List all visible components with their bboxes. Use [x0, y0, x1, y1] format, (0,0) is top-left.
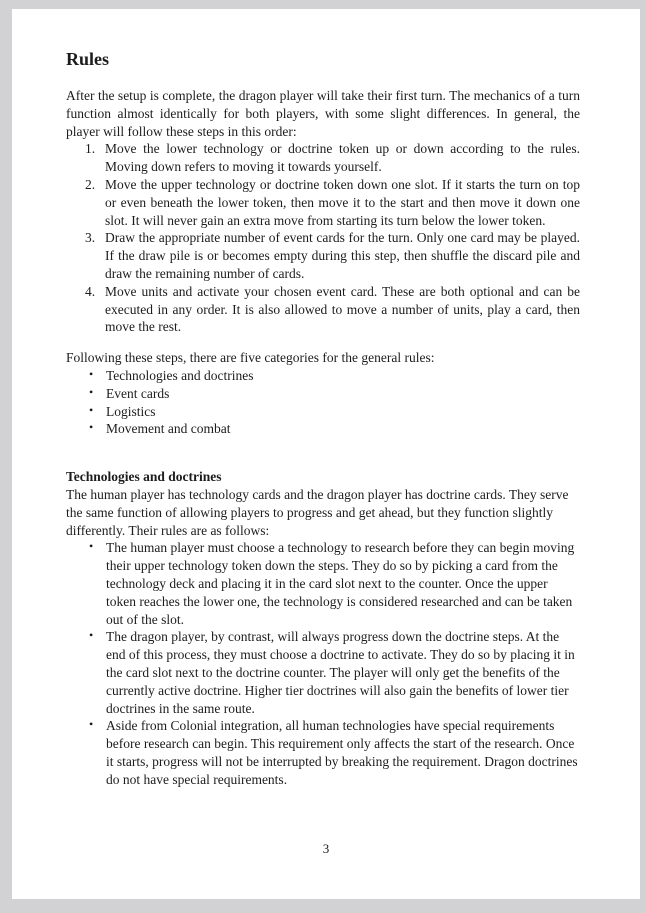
category-text: Event cards	[106, 385, 170, 401]
categories-intro: Following these steps, there are five categories for the general rules:	[66, 350, 435, 366]
document-content	[66, 49, 580, 788]
turn-step-item	[66, 283, 580, 336]
turn-steps-list	[66, 140, 580, 336]
section-rules-list	[66, 539, 580, 788]
bullet-icon: •	[89, 366, 94, 381]
category-item	[66, 367, 580, 385]
category-item	[66, 420, 580, 438]
list-number: 2.	[85, 176, 96, 192]
rule-text: The human player must choose a technology to research before they can begin moving their upper technology token down the steps. They do so by picking a card from the technology deck and placing it in the card slot next to the counter. Once the upper token reaches the lower one, the technology is considered researched and can be taken out of the slot.	[106, 540, 575, 627]
category-text: Movement and combat	[106, 421, 231, 437]
list-number: 4.	[85, 283, 96, 299]
page-number: 3	[322, 841, 330, 856]
bullet-icon: •	[89, 539, 94, 554]
rule-text: The dragon player, by contrast, will always progress down the doctrine steps. At the end of this process, they must choose a doctrine to activate. They do so by placing it in the card slot next to the doctrine counter. The player will only get the benefits of the currently active doctrine. Higher tier doctrines will also gain the benefits of lower tier doctrines in the same route.	[106, 629, 575, 716]
rule-item	[66, 628, 580, 717]
turn-step-item	[66, 229, 580, 282]
bullet-icon: •	[89, 717, 94, 732]
turn-step-text: Move units and activate your chosen event card. These are both optional and can be executed in any order. It is also allowed to move a number of units, play a card, then move the rest.	[105, 283, 580, 335]
bullet-icon: •	[89, 402, 94, 417]
turn-step-item	[66, 176, 580, 229]
categories-list	[66, 367, 580, 438]
rule-text: Aside from Colonial integration, all human technologies have special requirements before research can begin. This requirement only affects the start of the research. Once it starts, progress will not be interrupted by breaking the requirement. Dragon doctrines do not have special requirements.	[106, 718, 578, 787]
bullet-icon: •	[89, 420, 94, 435]
document-page	[12, 9, 640, 899]
bullet-icon: •	[89, 384, 94, 399]
rule-item	[66, 539, 580, 628]
section-paragraph: The human player has technology cards and the dragon player has doctrine cards. They serve the same function of allowing players to progress and get ahead, but they function slightly differently. Their rules are as follows:	[66, 486, 569, 538]
page-title: Rules	[66, 49, 110, 69]
list-number: 1.	[85, 141, 96, 157]
list-number: 3.	[85, 230, 96, 246]
turn-step-text: Draw the appropriate number of event cards for the turn. Only one card may be played. If the draw pile is or becomes empty during this step, then shuffle the discard pile and draw the remaining number of cards.	[105, 230, 580, 281]
bullet-icon: •	[89, 628, 94, 643]
category-text: Logistics	[106, 403, 156, 419]
turn-step-item	[66, 140, 580, 176]
section-heading: Technologies and doctrines	[66, 469, 222, 485]
intro-paragraph: After the setup is complete, the dragon player will take their first turn. The mechanics of a turn function almost identically for both players, with some slight differences. In general, the player will follow these steps in this order:	[66, 88, 580, 139]
rule-item	[66, 717, 580, 788]
turn-step-text: Move the upper technology or doctrine token down one slot. If it starts the turn on top or even beneath the lower token, then move it to the start and then move it down one slot. It will never gain an extra move from starting its turn below the lower token.	[105, 176, 580, 228]
category-item	[66, 385, 580, 403]
category-text: Technologies and doctrines	[106, 367, 254, 383]
category-item	[66, 403, 580, 421]
turn-step-text: Move the lower technology or doctrine token up or down according to the rules. Moving down refers to moving it towards yourself.	[105, 141, 580, 175]
